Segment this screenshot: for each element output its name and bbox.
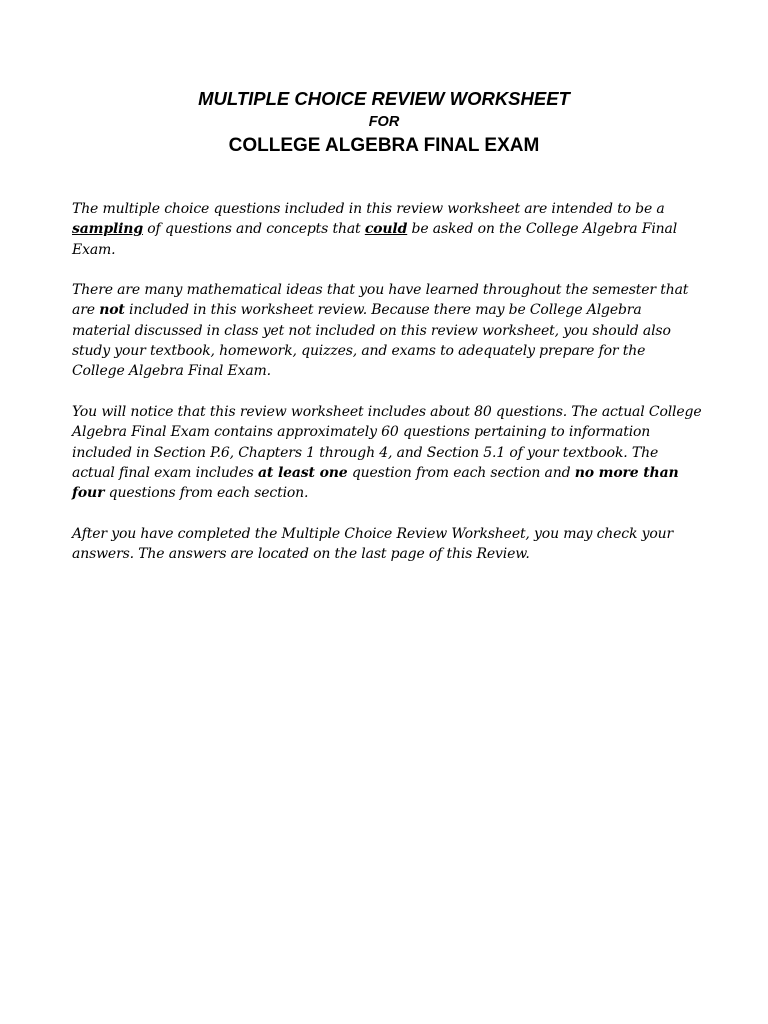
intro-text-3: be asked on the College Algebra Final Exam.: [72, 221, 678, 258]
emphasis-sampling: sampling: [72, 221, 143, 238]
details-text-1: You will notice that this review worksheet includes about 80 questions. The actual College Algebra Final Exam contains approximately 60 questions pertaining to information included in Section P.6, Chapters 1 through 4, and Section 5.1 of your textbook. The actual final exam includes: [72, 403, 702, 481]
scope-text-2: included in this worksheet review. Because there may be College Algebra material discussed in class yet not included on this review worksheet, you should also study your textbook, homework, quizzes, and exams to adequately prepare for the College Algebra Final Exam.: [72, 302, 671, 380]
emphasis-could: could: [364, 221, 408, 238]
worksheet-title: MULTIPLE CHOICE REVIEW WORKSHEET: [198, 88, 570, 109]
intro-text-1: The multiple choice questions included in this review worksheet are intended to be a: [72, 201, 665, 217]
answers-text: After you have completed the Multiple Choice Review Worksheet, you may check your answers. The answers are located on the last page of this Review.: [72, 525, 674, 563]
intro-paragraph: [72, 199, 702, 260]
details-text-2: question from each section and: [351, 464, 571, 481]
emphasis-no-more-than-four: no more than four: [72, 464, 679, 502]
title-connector: FOR: [368, 114, 400, 130]
scope-text-1: There are many mathematical ideas that you have learned throughout the semester that are: [72, 282, 689, 319]
exam-details-paragraph: [72, 402, 702, 503]
intro-text-2: of questions and concepts that: [147, 221, 361, 238]
document-body: [72, 199, 702, 585]
emphasis-not: not: [99, 302, 125, 319]
answers-paragraph: [72, 524, 702, 565]
emphasis-at-least-one: at least one: [257, 464, 348, 481]
scope-paragraph: [72, 280, 702, 381]
details-text-3: questions from each section.: [108, 485, 309, 502]
title-block: [0, 86, 768, 159]
exam-title: COLLEGE ALGEBRA FINAL EXAM: [228, 135, 540, 156]
